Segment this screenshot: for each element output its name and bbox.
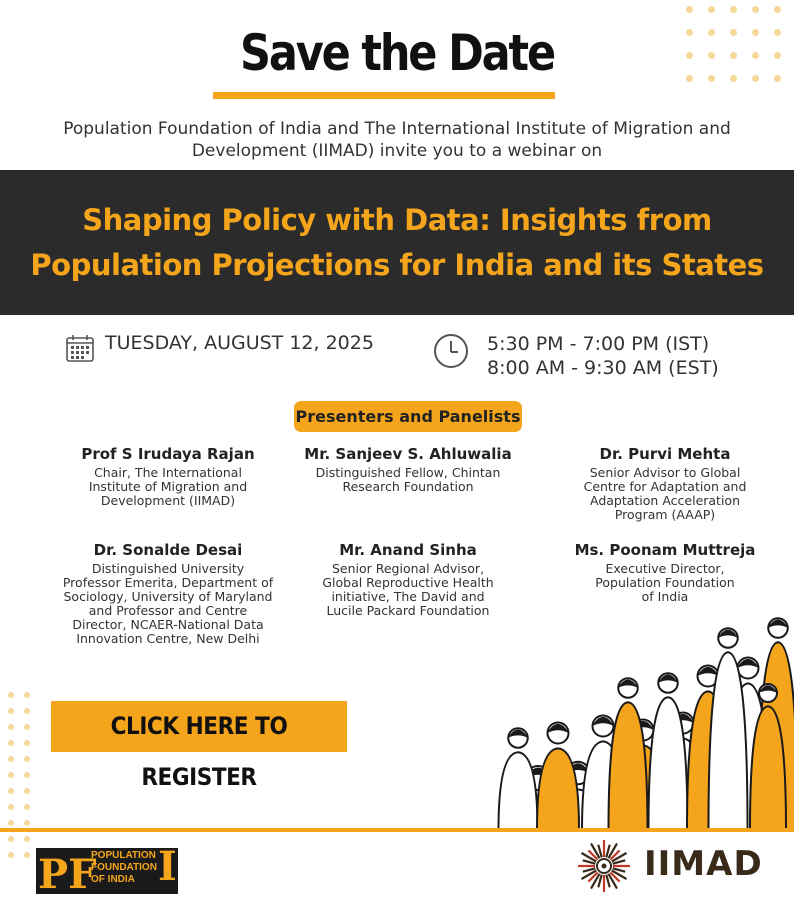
invite-text: Population Foundation of India and The International Institute of Migration and Development (IIMAD) invite you to a webinar on (63, 119, 731, 161)
crowd-person-body (537, 748, 579, 830)
speaker-name: Ms. Poonam Muttreja (574, 541, 756, 559)
pfi-logo-line-3: OF INDIA (91, 874, 135, 885)
pfi-logo-line-2: FOUNDATION (91, 862, 157, 873)
speaker-role (550, 562, 780, 604)
speaker-role-line: Research Foundation (342, 479, 474, 494)
crowd-illustration (478, 608, 794, 830)
clock-icon (433, 333, 469, 369)
speaker-role (53, 562, 283, 646)
speaker-name: Mr. Anand Sinha (339, 541, 477, 559)
webinar-title-line-2: Population Projections for India and its States (30, 248, 764, 282)
event-time-est: 8:00 AM - 9:30 AM (EST) (487, 357, 719, 379)
crowd-person-body (499, 752, 538, 830)
decorative-dot-grid-left (8, 692, 30, 858)
pfi-logo (36, 838, 178, 894)
speaker-role-line: Lucile Packard Foundation (326, 603, 490, 618)
webinar-title-banner (0, 170, 794, 315)
speaker-role-line: initiative, The David and (331, 589, 485, 604)
speaker-role-line: Centre for Adaptation and (583, 479, 747, 494)
event-time-ist: 5:30 PM - 7:00 PM (IST) (487, 333, 710, 355)
speaker-role (550, 466, 780, 522)
iimad-logo (574, 838, 764, 894)
speaker-name: Dr. Sonalde Desai (93, 541, 243, 559)
speaker-card (550, 444, 780, 522)
speaker-card (293, 444, 523, 494)
event-date: TUESDAY, AUGUST 12, 2025 (105, 332, 374, 354)
speaker-role-line: Professor Emerita, Department of (62, 575, 274, 590)
speaker-role-line: Adaptation Acceleration (589, 493, 740, 508)
speaker-role (293, 466, 523, 494)
speaker-name: Dr. Purvi Mehta (599, 445, 731, 463)
calendar-icon (65, 333, 95, 363)
speaker-role-line: Distinguished University (91, 561, 245, 576)
register-button[interactable] (51, 701, 347, 791)
title-underline (213, 92, 555, 99)
speaker-role-line: Global Reproductive Health (322, 575, 494, 590)
speaker-role-line: Sociology, University of Maryland (63, 589, 273, 604)
speaker-role-line: Program (AAAP) (614, 507, 716, 522)
speaker-role-line: Development (IIMAD) (100, 493, 236, 508)
pfi-logo-line-1: POPULATION (91, 850, 156, 861)
footer-divider (0, 828, 794, 832)
iimad-name: IIMAD (644, 844, 763, 884)
speaker-role (53, 466, 283, 508)
speaker-role-line: Distinguished Fellow, Chintan (315, 465, 501, 480)
speaker-role-line: Population Foundation (595, 575, 735, 590)
register-button-label: CLICK HERE TO REGISTER (110, 712, 288, 791)
pfi-logo-letters: PF (38, 851, 97, 894)
speaker-name: Prof S Irudaya Rajan (81, 445, 255, 463)
speaker-name: Mr. Sanjeev S. Ahluwalia (304, 445, 512, 463)
webinar-title-line-1: Shaping Policy with Data: Insights from (82, 203, 712, 237)
event-datetime-row (0, 330, 794, 390)
speaker-role-line: Director, NCAER-National Data (72, 617, 264, 632)
webinar-title (0, 198, 794, 288)
speaker-card (550, 540, 780, 604)
speaker-role-line: and Professor and Centre (88, 603, 248, 618)
presenters-heading: Presenters and Panelists (294, 401, 522, 432)
event-time (487, 332, 719, 380)
speaker-role-line: of India (641, 589, 689, 604)
speaker-role-line: Institute of Migration and (88, 479, 248, 494)
iimad-emblem-icon (574, 838, 638, 894)
page-title: Save the Date (240, 24, 554, 82)
speaker-role-line: Executive Director, (605, 561, 725, 576)
speaker-role-line: Chair, The International (94, 465, 242, 480)
speaker-role-line: Innovation Centre, New Delhi (76, 631, 260, 646)
speaker-card (293, 540, 523, 618)
pfi-logo-letter-i: I (158, 843, 177, 890)
speaker-role-line: Senior Regional Advisor, (331, 561, 485, 576)
speaker-role-line: Senior Advisor to Global (589, 465, 741, 480)
speaker-card (53, 444, 283, 508)
speaker-card (53, 540, 283, 646)
